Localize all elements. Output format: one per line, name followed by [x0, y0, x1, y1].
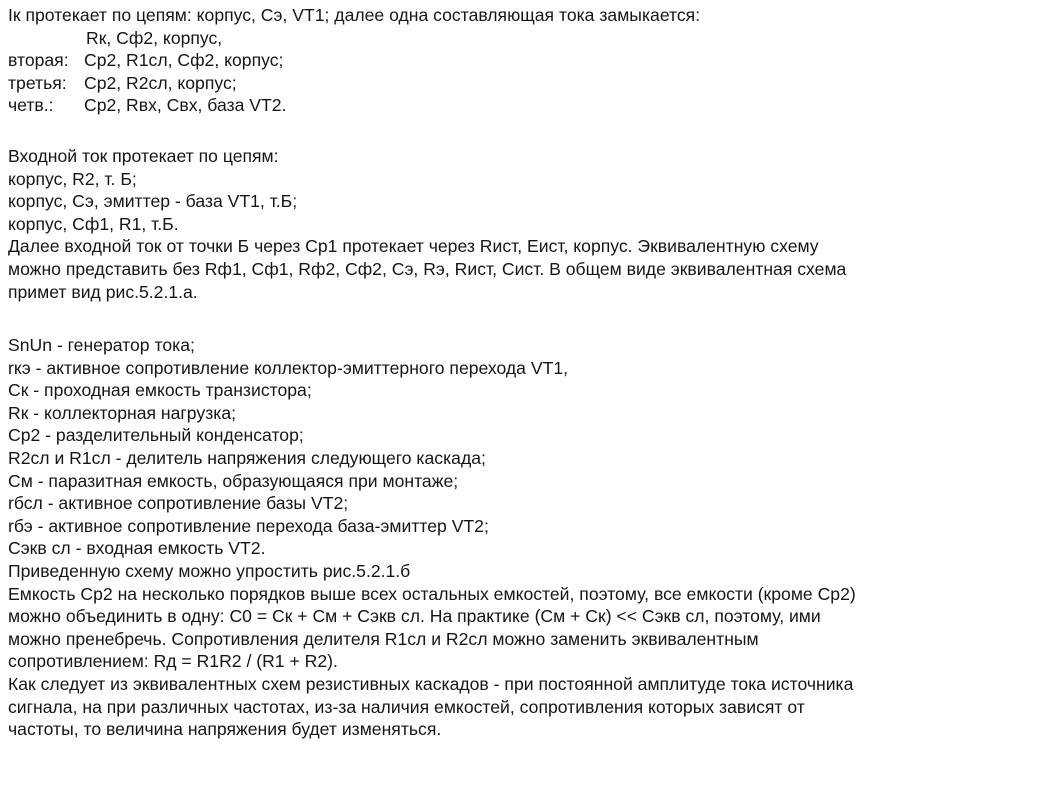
- paragraph-3-line: Ср2 - разделительный конденсатор;: [8, 425, 304, 446]
- paragraph-3-line: Емкость Ср2 на несколько порядков выше всех остальных емкостей, поэтому, все емкости (кроме Ср2): [8, 583, 856, 604]
- paragraph-3-line: R2сл и R1сл - делитель напряжения следующего каскада;: [8, 448, 486, 468]
- path-text: Ср2, R2сл, корпус;: [84, 72, 237, 93]
- path-line-fourth: [8, 94, 286, 117]
- paragraph-1-first-path: Rк, Сф2, корпус,: [86, 27, 223, 48]
- paragraph-3-line: rбэ - активное сопротивление перехода база-эмиттер VT2;: [8, 515, 489, 536]
- paragraph-2-line: можно представить без Rф1, Сф1, Rф2, Сф2, Сэ, Rэ, Rист, Сист. В общем виде эквивалентная схема: [8, 259, 847, 279]
- paragraph-3-line: Rк - коллекторная нагрузка;: [8, 402, 237, 423]
- paragraph-3-line: Сэкв сл - входная емкость VT2.: [8, 538, 266, 559]
- paragraph-2-line: примет вид рис.5.2.1.а.: [8, 281, 198, 302]
- paragraph-3-line: См - паразитная емкость, образующаяся при монтаже;: [8, 470, 459, 491]
- paragraph-3-line: Приведенную схему можно упростить рис.5.2.1.б: [8, 561, 411, 581]
- path-label: третья:: [8, 72, 67, 93]
- path-line-third: [8, 72, 237, 95]
- paragraph-3-line: сопротивлением: Rд = R1R2 / (R1 + R2).: [8, 651, 338, 672]
- path-label: вторая:: [8, 50, 69, 71]
- paragraph-2-line: корпус, Сф1, R1, т.Б.: [8, 213, 179, 234]
- paragraph-2-line: корпус, R2, т. Б;: [8, 168, 137, 189]
- paragraph-3-line: можно пренебречь. Сопротивления делителя R1сл и R2сл можно заменить эквивалентным: [8, 628, 759, 649]
- paragraph-3-line: частоты, то величина напряжения будет изменяться.: [8, 719, 442, 740]
- path-text: Ср2, R1сл, Сф2, корпус;: [84, 50, 284, 71]
- paragraph-2-line: корпус, Сэ, эмиттер - база VT1, т.Б;: [8, 191, 298, 212]
- paragraph-2-line: Далее входной ток от точки Б через Ср1 протекает через Rист, Еист, корпус. Эквивалентную схему: [8, 236, 819, 257]
- paragraph-3-line: SnUn - генератор тока;: [8, 335, 195, 355]
- path-line-second: [8, 49, 283, 72]
- paragraph-3-line: сигнала, на при различных частотах, из-за наличия емкостей, сопротивления которых зависят от: [8, 696, 805, 717]
- paragraph-3-line: rбсл - активное сопротивление базы VT2;: [8, 493, 349, 514]
- paragraph-2-line: Входной ток протекает по цепям:: [8, 146, 279, 166]
- path-label: четв.:: [8, 95, 54, 116]
- paragraph-3-line: можно объединить в одну: С0 = Ск + См + Сэкв сл. На практике (См + Ск) << Сэкв сл, поэтому, ими: [8, 606, 821, 627]
- paragraph-1-intro: Iк протекает по цепям: корпус, Сэ, VT1; далее одна составляющая тока замыкается:: [8, 5, 701, 25]
- paragraph-3-line: rкэ - активное сопротивление коллектор-эмиттерного перехода VT1,: [8, 357, 569, 378]
- paragraph-3-line: Как следует из эквивалентных схем резистивных каскадов - при постоянной амплитуде тока источника: [8, 674, 854, 694]
- paragraph-3-line: Ск - проходная емкость транзистора;: [8, 380, 312, 401]
- path-text: Ср2, Rвх, Свх, база VT2.: [84, 95, 287, 116]
